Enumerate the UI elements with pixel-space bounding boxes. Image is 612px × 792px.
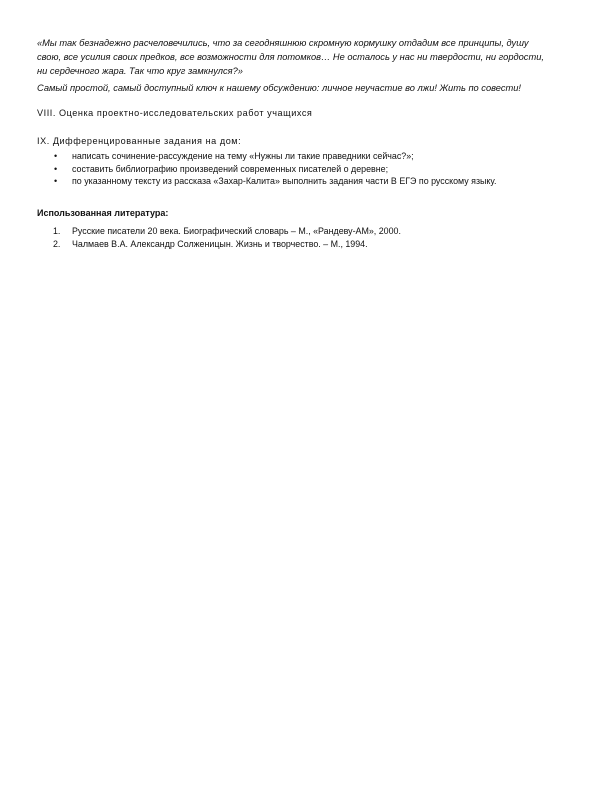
- list-item: [37, 225, 577, 238]
- quote-paragraph: [37, 36, 572, 79]
- reference-text: Чалмаев В.А. Александр Солженицын. Жизнь и творчество. – М., 1994.: [72, 239, 368, 249]
- quote-line-3: ни сердечного жара. Так что круг замкнулся?»: [37, 66, 243, 77]
- homework-task-list: [37, 150, 577, 188]
- bullet-icon: •: [54, 163, 58, 174]
- list-item: [37, 163, 577, 176]
- list-item: [37, 150, 577, 163]
- item-number: 2.: [53, 239, 61, 249]
- reference-text: Русские писатели 20 века. Биографический словарь – М., «Рандеву-АМ», 2000.: [72, 226, 401, 236]
- list-item: [37, 175, 577, 188]
- literature-heading: Использованная литература:: [37, 208, 169, 218]
- quote-line-1: «Мы так безнадежно расчеловечились, что за сегодняшнюю скромную кормушку отдадим все принципы, душу: [37, 38, 529, 48]
- bullet-icon: •: [54, 151, 58, 161]
- section-8-heading: VIII. Оценка проектно-исследовательских работ учащихся: [37, 108, 313, 118]
- item-number: 1.: [53, 226, 61, 236]
- key-statement: Самый простой, самый доступный ключ к нашему обсуждению: личное неучастие во лжи! Жить по совести!: [37, 83, 521, 93]
- quote-line-2: свою, все усилия своих предков, все возможности для потомков… Не осталось у нас ни твердости, ни гордости,: [37, 52, 544, 63]
- bullet-icon: •: [54, 176, 58, 187]
- task-text: по указанному тексту из рассказа «Захар-Калита» выполнить задания части В ЕГЭ по русскому языку.: [72, 176, 497, 187]
- task-text: написать сочинение-рассуждение на тему «Нужны ли такие праведники сейчас?»;: [72, 151, 414, 161]
- section-9-heading: IX. Дифференцированные задания на дом:: [37, 136, 242, 146]
- literature-list: [37, 225, 577, 251]
- list-item: [37, 238, 577, 251]
- task-text: составить библиографию произведений современных писателей о деревне;: [72, 163, 389, 174]
